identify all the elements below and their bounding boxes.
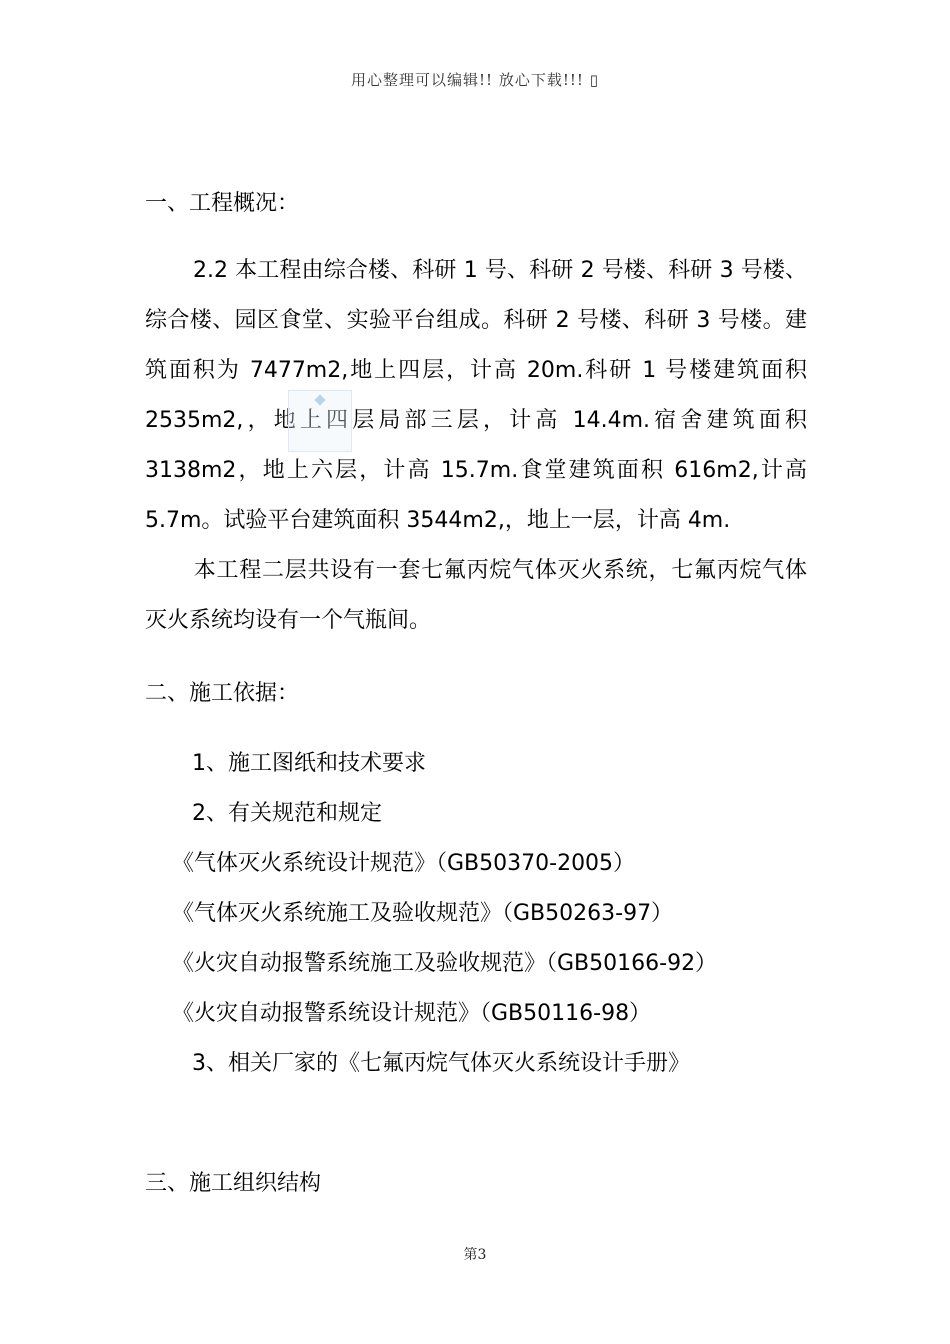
section-3-heading: 三、施工组织结构: [145, 1171, 322, 1196]
basis-item-manual: 3、相关厂家的《七氟丙烷气体灭火系统设计手册》: [192, 1051, 690, 1076]
basis-item-standards: 2、有关规范和规定: [192, 801, 382, 826]
section-1-heading: 一、工程概况：: [145, 191, 300, 216]
watermark-logo-icon: [288, 390, 352, 452]
section-1-paragraph-2: [145, 546, 807, 646]
section-1-paragraph-1-text: 2.2 本工程由综合楼、科研 1 号、科研 2 号楼、科研 3 号楼、综合楼、园区食堂、实验平台组成。科研 2 号楼、科研 3 号楼。建筑面积为 7477m2,地上四层，计高 20m.科研 1 号楼建筑面积 2535m2,，地上四层局部三层，计高 14.4m.宿舍建筑面积 3138m2，地上六层，计高 15.7m.食堂建筑面积 616m2,计高 5.7m。试验平台建筑面积 3544m2,，地上一层，计高 4m.: [145, 258, 807, 533]
standard-alarm-design: 《火灾自动报警系统设计规范》（GB50116-98）: [172, 1001, 652, 1026]
standard-gas-construction: 《气体灭火系统施工及验收规范》（GB50263-97）: [172, 901, 674, 926]
basis-item-drawings: 1、施工图纸和技术要求: [192, 751, 426, 776]
section-2-heading: 二、施工依据：: [145, 681, 300, 706]
page-header: 用心整理可以编辑!! 放心下载!!! ▯: [351, 71, 599, 89]
standard-alarm-construction: 《火灾自动报警系统施工及验收规范》（GB50166-92）: [172, 951, 718, 976]
page-number: 第3: [463, 1247, 487, 1263]
section-1-paragraph-1: [145, 246, 807, 546]
standard-gas-design: 《气体灭火系统设计规范》（GB50370-2005）: [172, 851, 636, 876]
section-1-paragraph-2-text: 本工程二层共设有一套七氟丙烷气体灭火系统，七氟丙烷气体灭火系统均设有一个气瓶间。: [145, 558, 807, 633]
